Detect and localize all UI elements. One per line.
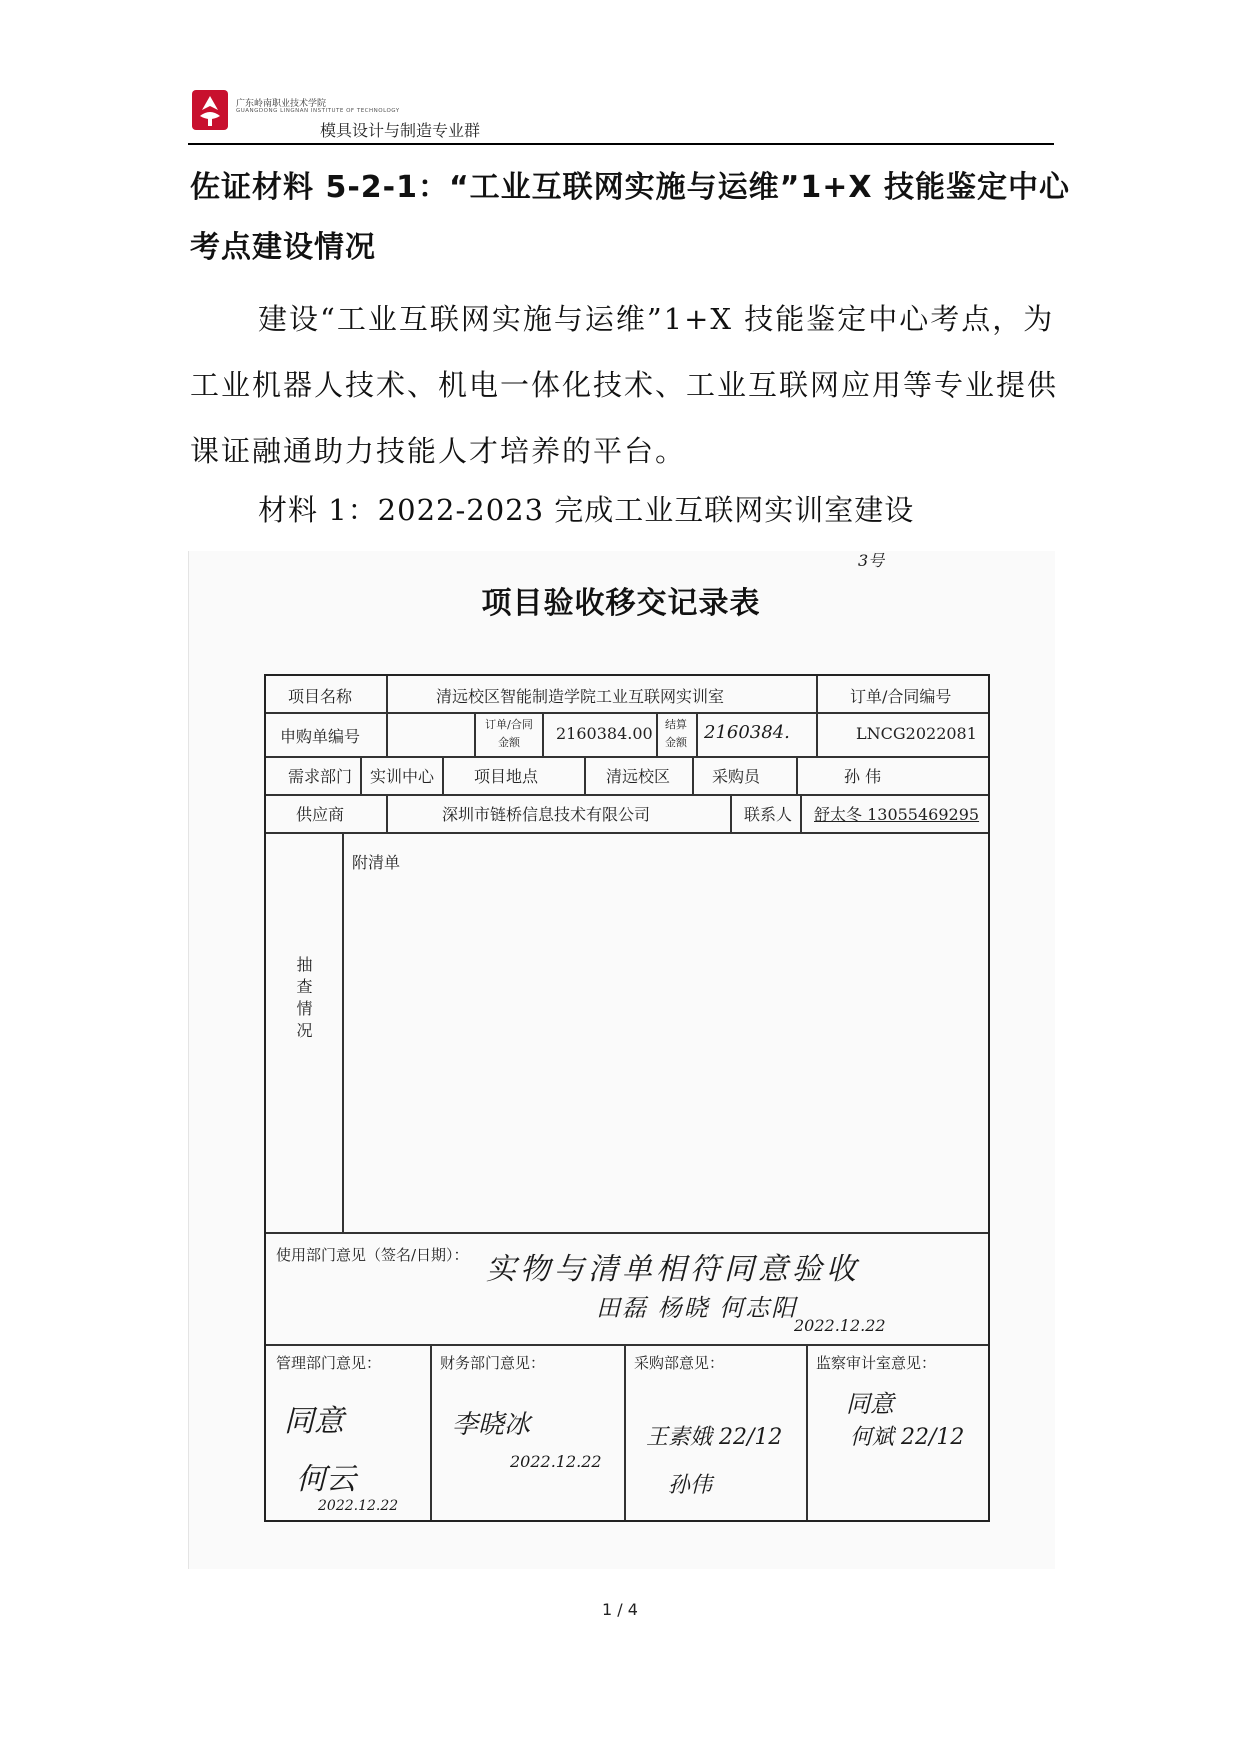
school-logo	[190, 88, 230, 132]
intro-paragraph: 建设“工业互联网实施与运维”1+X 技能鉴定中心考点，为工业机器人技术、机电一体化技术、工业互联网应用等专业提供课证融通助力技能人才培养的平台。	[190, 302, 1059, 468]
scan-corner-mark: 3号	[858, 551, 885, 570]
page-title: 佐证材料 5-2-1：“工业互联网实施与运维”1+X 技能鉴定中心考点建设情况	[190, 170, 1070, 265]
hand-finance-name: 李晓冰	[452, 1410, 531, 1440]
value-project-location: 清远校区	[606, 767, 671, 786]
label-project-name: 项目名称	[288, 687, 353, 706]
acceptance-form-table	[264, 674, 990, 1522]
hand-purchase-sign2: 孙伟	[668, 1473, 713, 1498]
hand-mgmt-2: 何云	[296, 1462, 356, 1497]
label-buyer: 采购员	[712, 767, 761, 786]
label-attachment: 附清单	[352, 853, 401, 872]
label-inspection: 抽查情况	[294, 956, 313, 1044]
hand-user-date: 2022.12.22	[794, 1316, 886, 1335]
label-purchase-no: 申购单编号	[280, 727, 361, 746]
value-contract-no: LNCG2022081	[856, 724, 977, 743]
label-project-location: 项目地点	[474, 767, 539, 786]
value-supplier: 深圳市链桥信息技术有限公司	[442, 805, 651, 824]
hand-mgmt-date: 2022.12.22	[318, 1498, 399, 1514]
label-audit-opinion: 监察审计室意见：	[816, 1354, 937, 1372]
form-title: 项目验收移交记录表	[481, 586, 761, 621]
label-finance-opinion: 财务部门意见：	[440, 1354, 546, 1372]
label-mgmt-opinion: 管理部门意见：	[276, 1354, 382, 1372]
value-project-name: 清远校区智能制造学院工业互联网实训室	[436, 687, 725, 706]
material-label: 材料 1：2022-2023 完成工业互联网实训室建设	[258, 493, 915, 527]
header-divider	[188, 143, 1054, 145]
value-buyer: 孙 伟	[844, 767, 882, 786]
page-number: 1 / 4	[602, 1600, 638, 1619]
hand-finance-date: 2022.12.22	[510, 1452, 602, 1471]
school-name-en: GUANGDONG LINGNAN INSTITUTE OF TECHNOLOGY	[236, 108, 400, 114]
hand-audit-2: 何斌 22/12	[850, 1425, 965, 1450]
label-demand-dept: 需求部门	[288, 767, 353, 786]
hand-user-opinion: 实物与清单相符同意验收	[486, 1252, 860, 1287]
value-settle-amount: 2160384.	[704, 722, 790, 743]
hand-purchase-name: 王素娥 22/12	[646, 1425, 783, 1450]
label-order-amount: 订单/合同金额	[485, 718, 533, 749]
label-purchase-opinion: 采购部意见：	[634, 1354, 725, 1372]
label-settle-amount: 结算金额	[665, 718, 687, 749]
label-contact: 联系人	[744, 805, 793, 824]
label-user-opinion: 使用部门意见（签名/日期）：	[276, 1246, 469, 1264]
label-supplier: 供应商	[296, 805, 345, 824]
hand-user-signers: 田磊 杨晓 何志阳	[596, 1294, 798, 1322]
value-demand-dept: 实训中心	[370, 767, 435, 786]
hand-mgmt-1: 同意	[284, 1404, 344, 1439]
value-order-amount: 2160384.00	[556, 724, 653, 743]
school-name: 广东岭南职业技术学院	[236, 99, 327, 109]
label-contract-no: 订单/合同编号	[850, 687, 952, 706]
header-group-name: 模具设计与制造专业群	[320, 121, 481, 140]
hand-audit-1: 同意	[846, 1390, 894, 1418]
value-contact: 舒太冬 13055469295	[814, 805, 980, 824]
